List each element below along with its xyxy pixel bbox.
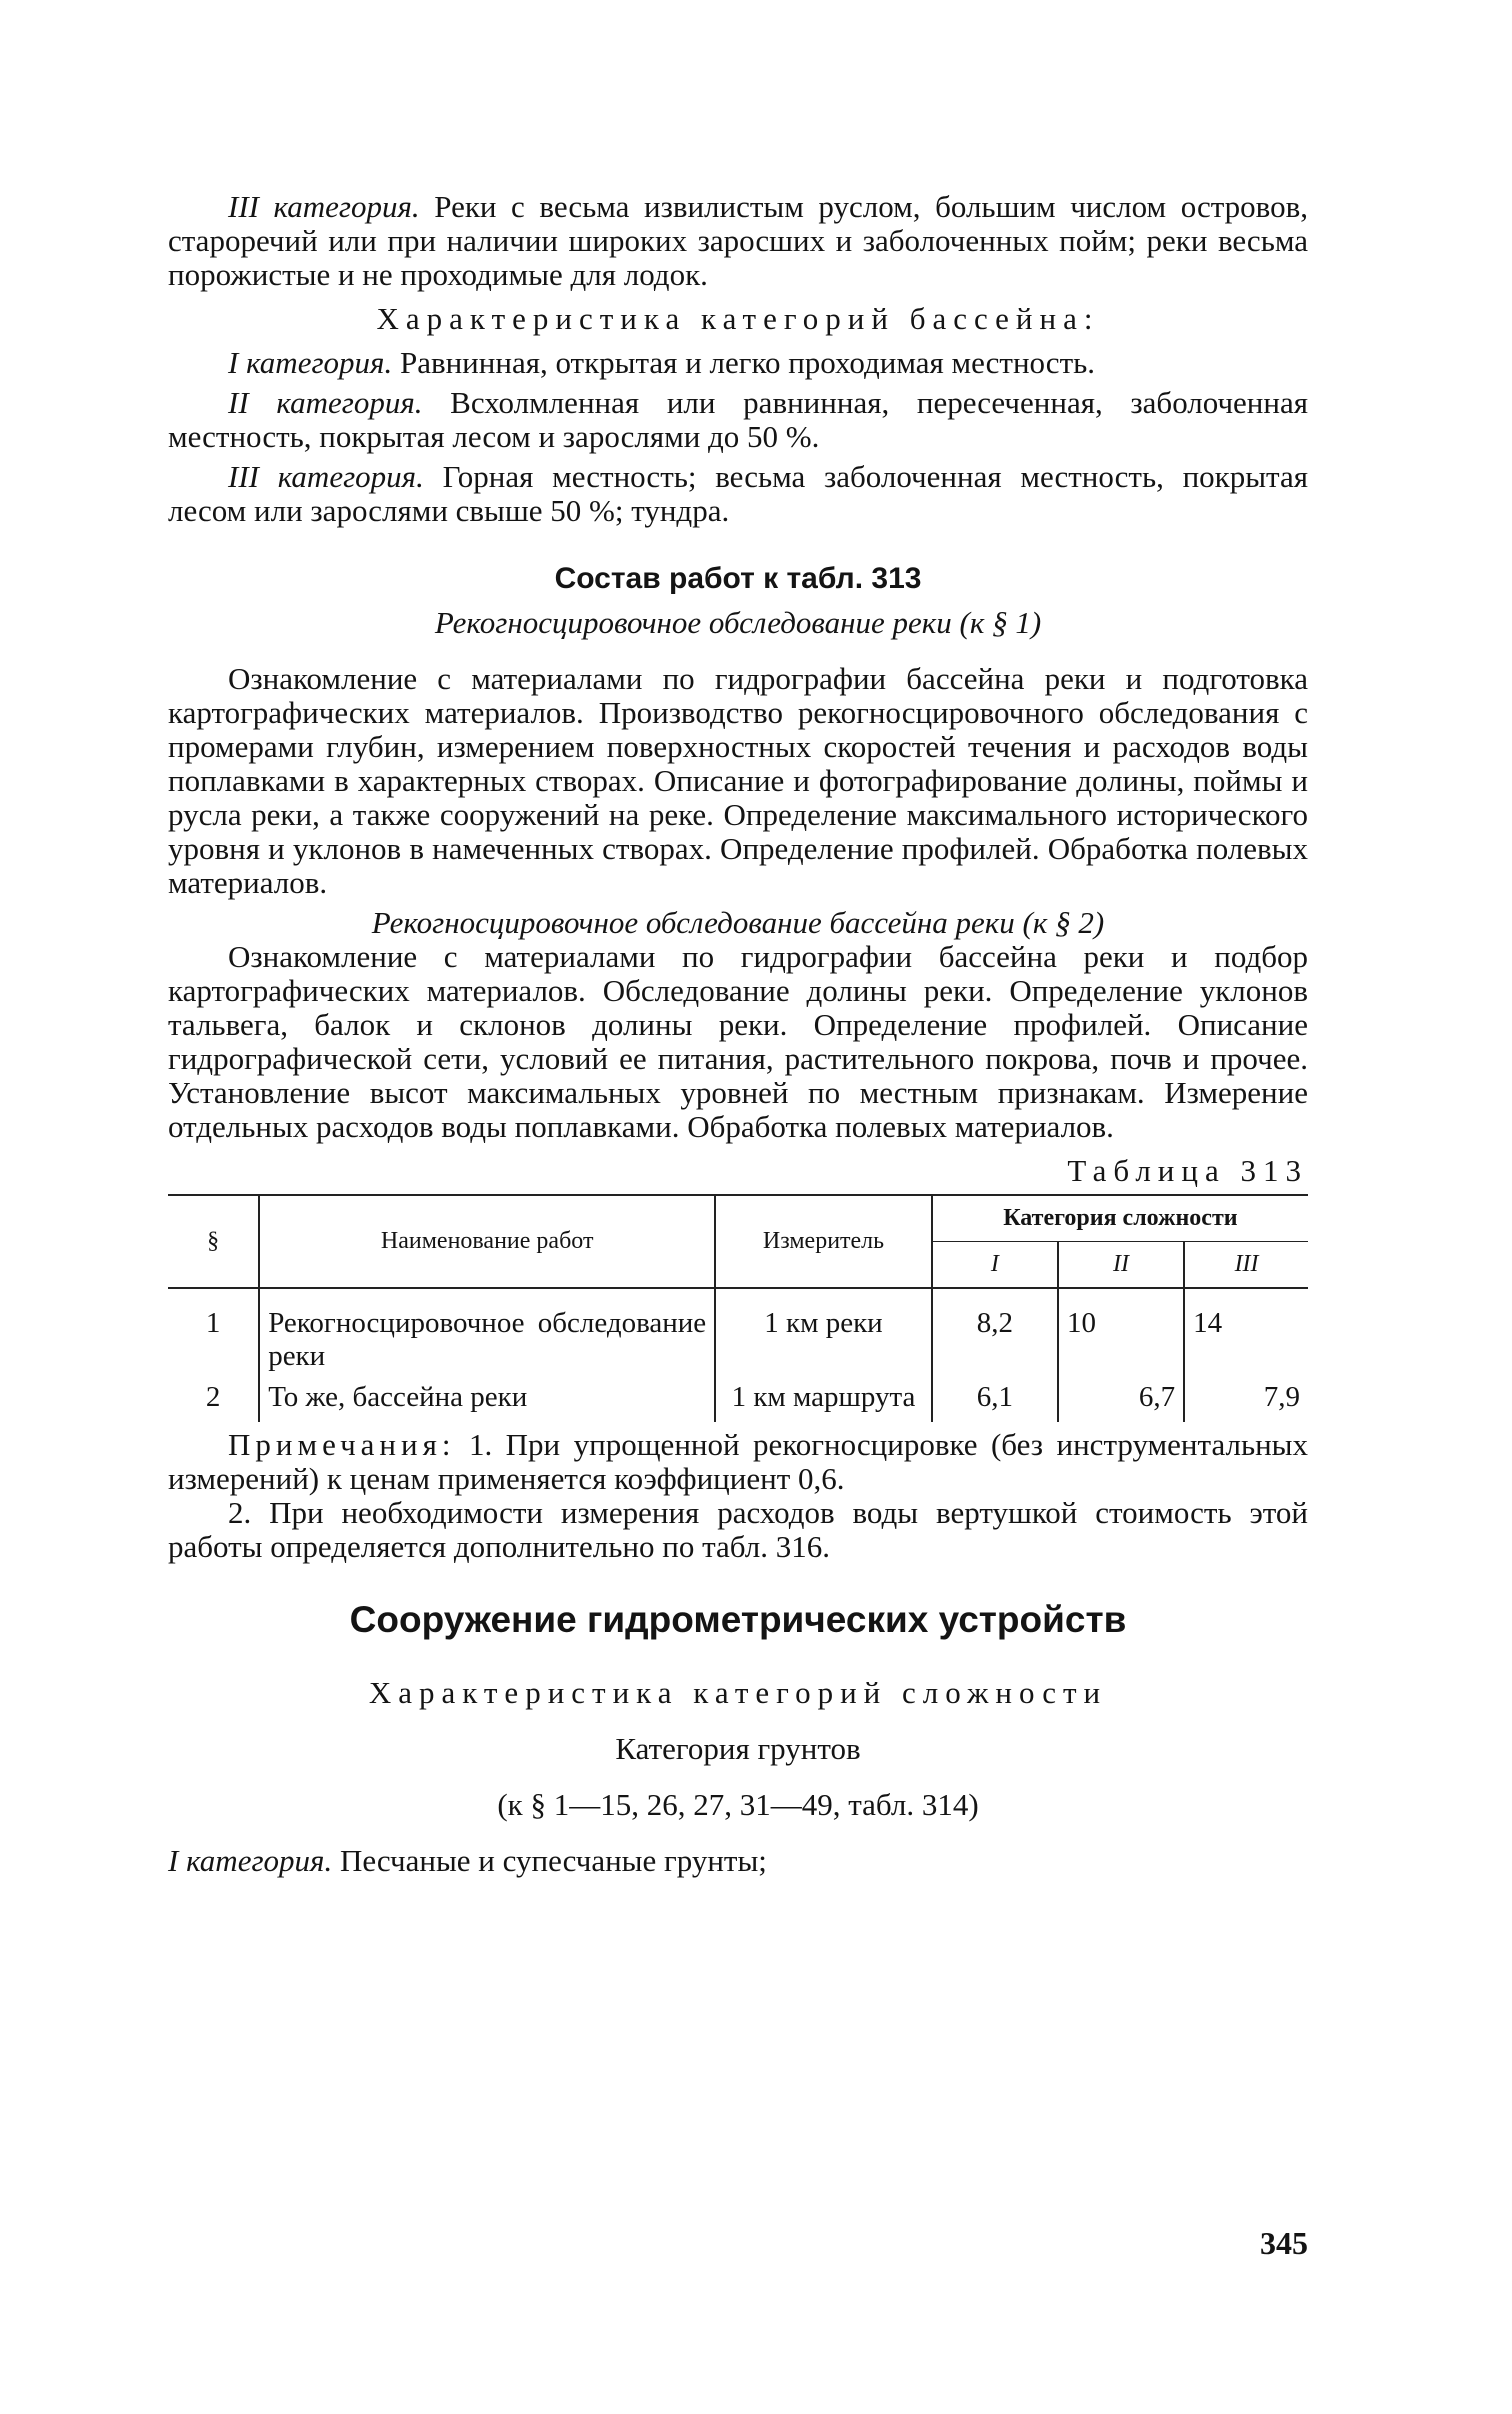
header-cat-3: III: [1184, 1242, 1308, 1289]
header-category: Категория сложности: [932, 1195, 1308, 1242]
category-label: III категория.: [228, 459, 424, 494]
row-cat-1: 8,2: [932, 1288, 1058, 1377]
page-number: 345: [1260, 2225, 1308, 2261]
section-1-text: Ознакомление с материалами по гидрографии бассейна реки и подготовка картографических материалов. Производство рекогносцировочного обследования с промерами глубин, измерением поверхностных скоростей течения и расходов воды поплавками в характерных створах. Описание и фотографирование долины, поймы и русла реки, а также сооружений на реке. Определение максимального исторического уровня и уклонов в намеченных створах. Определение профилей. Обработка полевых материалов.: [168, 661, 1308, 900]
river-category-3: [168, 190, 1308, 292]
row-unit: 1 км маршрута: [715, 1377, 932, 1422]
basin-category-2: [168, 386, 1308, 454]
header-cat-2: II: [1058, 1242, 1184, 1289]
header-name: Наименование работ: [259, 1195, 715, 1288]
note-1-text: 1. При упрощенной рекогносцировке (без инструментальных измерений) к ценам применяется коэффициент 0,6.: [168, 1427, 1308, 1496]
row-cat-1: 6,1: [932, 1377, 1058, 1422]
category-text: Горная местность; весьма заболоченная местность, покрытая лесом или зарослями свыше 50 %; тундра.: [168, 459, 1308, 528]
section-1-title: [168, 606, 1308, 640]
category-label: I категория.: [168, 1843, 333, 1878]
notes-1: [168, 1428, 1308, 1496]
section-2-heading: Сооружение гидрометрических устройств: [349, 1599, 1127, 1640]
notes-2: 2. При необходимости измерения расходов воды вертушкой стоимость этой работы определяется дополнительно по табл. 316.: [168, 1495, 1308, 1564]
category-label: I категория.: [228, 345, 393, 380]
table-row: [168, 1377, 1308, 1422]
notes-label: Примечания:: [228, 1427, 456, 1462]
table-313: [168, 1194, 1308, 1422]
soil-reference: (к § 1—15, 26, 27, 31—49, табл. 314): [497, 1787, 979, 1822]
section-1-title-text: Рекогносцировочное обследование реки (к § 1): [434, 605, 1042, 640]
table-row: [168, 1288, 1308, 1377]
row-num: 2: [205, 1381, 221, 1413]
section-2-text: Ознакомление с материалами по гидрографии бассейна реки и подбор картографических материалов. Обследование долины реки. Определение уклонов тальвега, балок и склонов долины реки. Определение профилей. Описание гидрографической сети, условий ее питания, растительного покрова, почв и прочее. Установление высот максимальных уровней по местным признакам. Измерение отдельных расходов воды поплавками. Обработка полевых материалов.: [168, 939, 1308, 1144]
category-label: II категория.: [228, 385, 423, 420]
category-text: Равнинная, открытая и легко проходимая местность.: [392, 345, 1096, 380]
work-heading: Состав работ к табл. 313: [554, 562, 922, 595]
header-unit: Измеритель: [715, 1195, 932, 1288]
category-text: Песчаные и супесчаные грунты;: [332, 1843, 767, 1878]
row-cat-3: 7,9: [1184, 1377, 1308, 1422]
basin-category-3: [168, 460, 1308, 528]
basin-heading: Характеристика категорий бассейна:: [376, 301, 1100, 336]
section-2-title: [168, 906, 1308, 940]
row-cat-2: 10: [1058, 1288, 1184, 1377]
text-column: [168, 190, 1308, 1878]
row-name: То же, бассейна реки: [259, 1377, 715, 1422]
basin-category-1: [168, 346, 1308, 380]
complexity-heading: Характеристика категорий сложности: [368, 1675, 1108, 1710]
row-cat-3: 14: [1184, 1288, 1308, 1377]
category-text: Реки с весьма извилистым руслом, большим числом островов, старoречий или при наличии широких заросших и заболоченных пойм; реки весьма порожистые и не проходимые для лодок.: [168, 189, 1308, 292]
row-unit: 1 км реки: [715, 1288, 932, 1377]
soil-category-1: [168, 1844, 1308, 1878]
header-cat-1: I: [932, 1242, 1058, 1289]
soil-heading: Категория грунтов: [615, 1731, 861, 1766]
row-cat-2: 6,7: [1058, 1377, 1184, 1422]
category-text: Всхолмленная или равнинная, пересеченная, заболоченная местность, покрытая лесом и зарослями до 50 %.: [168, 385, 1308, 454]
row-num: 1: [205, 1307, 221, 1339]
category-label: III категория.: [228, 189, 420, 224]
section-2-title-text: Рекогносцировочное обследование бассейна реки (к § 2): [371, 905, 1105, 940]
row-name: Рекогносцировочное обследование реки: [259, 1288, 715, 1377]
header-num: §: [168, 1195, 259, 1288]
table-caption: Таблица 313: [1067, 1153, 1308, 1188]
